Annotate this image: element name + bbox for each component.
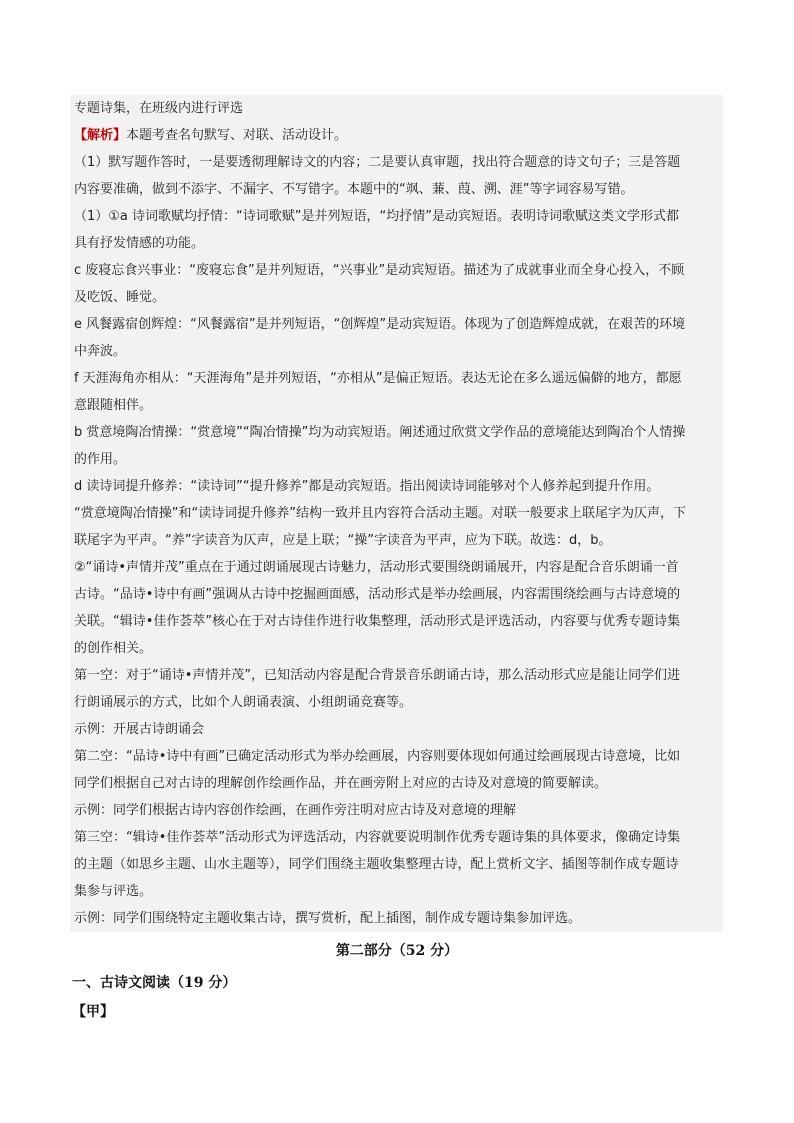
answer-line: 及吃饭、睡觉。 xyxy=(74,290,166,305)
answer-analysis-block xyxy=(70,95,723,932)
analysis-heading-line xyxy=(74,122,719,149)
answer-line: 内容要准确，做到不添字、不漏字、不写错字。本题中的“飒、蒹、葭、溯、涯”等字词容易写错。 xyxy=(74,182,634,197)
analysis-tag: 【解析】 xyxy=(74,128,127,143)
answer-line: 关联。“辑诗•佳作荟萃”核心在于对古诗佳作进行收集整理，活动形式是评选活动，内容要与优秀专题诗集 xyxy=(74,614,681,629)
answer-line: f 天涯海角亦相从：“天涯海角”是并列短语，“亦相从”是偏正短语。表达无论在多么遥远偏僻的地方，都愿 xyxy=(74,371,682,386)
answer-line: ②“诵诗•声情并茂”重点在于通过朗诵展现古诗魅力，活动形式要围绕朗诵展开，内容是配合音乐朗诵一首 xyxy=(74,560,679,575)
answer-line: 的主题（如思乡主题、山水主题等），同学们围绕主题收集整理古诗，配上赏析文字、插图等制作成专题诗 xyxy=(74,857,679,872)
answer-line: c 废寝忘食兴事业：“废寝忘食”是并列短语，“兴事业”是动宾短语。描述为了成就事业而全身心投入，不顾 xyxy=(74,263,685,278)
answer-line: d 读诗词提升修养：“读诗词”“提升修养”都是动宾短语。指出阅读诗词能够对个人修养起到提升作用。 xyxy=(74,479,660,494)
part-label: 【甲】 xyxy=(72,1004,114,1020)
answer-line: 专题诗集，在班级内进行评选 xyxy=(74,101,244,116)
answer-line: 的创作相关。 xyxy=(74,641,153,656)
subsection-title: 一、古诗文阅读（19 分） xyxy=(72,975,237,991)
section-title: 第二部分（52 分） xyxy=(335,943,459,959)
answer-line: 联尾字为平声。“养”字读音为仄声，应是上联；“操”字读音为平声，应为下联。故选：d，b。 xyxy=(74,533,612,548)
answer-line: 古诗。“品诗•诗中有画”强调从古诗中挖掘画面感，活动形式是举办绘画展，内容需围绕绘画与古诗意境的 xyxy=(74,587,681,602)
answer-line: 中奔波。 xyxy=(74,344,127,359)
answer-line: 示例：同学们围绕特定主题收集古诗，撰写赏析，配上插图，制作成专题诗集参加评选。 xyxy=(74,911,582,926)
answer-line: （1）默写题作答时，一是要透彻理解诗文的内容；二是要认真审题，找出符合题意的诗文句子；三是答题 xyxy=(74,155,681,170)
answer-line: 示例：开展古诗朗诵会 xyxy=(74,722,205,737)
answer-line: 第二空：“品诗•诗中有画”已确定活动形式为举办绘画展，内容则要体现如何通过绘画展现古诗意境，比如 xyxy=(74,749,681,764)
analysis-intro: 本题考查名句默写、对联、活动设计。 xyxy=(126,128,348,143)
answer-line: 集参与评选。 xyxy=(74,884,153,899)
answer-line: 意跟随相伴。 xyxy=(74,398,153,413)
answer-line: 具有抒发情感的功能。 xyxy=(74,236,205,251)
answer-line: 第三空：“辑诗•佳作荟萃”活动形式为评选活动，内容就要说明制作优秀专题诗集的具体要求，像确定诗集 xyxy=(74,830,681,845)
answer-line: 同学们根据自己对古诗的理解创作绘画作品，并在画旁附上对应的古诗及对意境的简要解读。 xyxy=(74,776,608,791)
answer-line: “赏意境陶冶情操”和“读诗词提升修养”结构一致并且内容符合活动主题。对联一般要求上联尾字为仄声，下 xyxy=(74,506,686,521)
answer-line: （1）①a 诗词歌赋均抒情：“诗词歌赋”是并列短语，“均抒情”是动宾短语。表明诗词歌赋这类文学形式都 xyxy=(74,209,679,224)
answer-line: 行朗诵展示的方式，比如个人朗诵表演、小组朗诵竞赛等。 xyxy=(74,695,413,710)
answer-line: 第一空：对于“诵诗•声情并茂”，已知活动内容是配合背景音乐朗诵古诗，那么活动形式应是能让同学们进 xyxy=(74,668,681,683)
answer-line: 的作用。 xyxy=(74,452,127,467)
answer-line: b 赏意境陶冶情操：“赏意境”“陶冶情操”均为动宾短语。阐述通过欣赏文学作品的意境能达到陶冶个人情操 xyxy=(74,425,686,440)
answer-line: 示例：同学们根据古诗内容创作绘画，在画作旁注明对应古诗及对意境的理解 xyxy=(74,803,517,818)
answer-line: e 风餐露宿创辉煌：“风餐露宿”是并列短语，“创辉煌”是动宾短语。体现为了创造辉煌成就，在艰苦的环境 xyxy=(74,317,686,332)
